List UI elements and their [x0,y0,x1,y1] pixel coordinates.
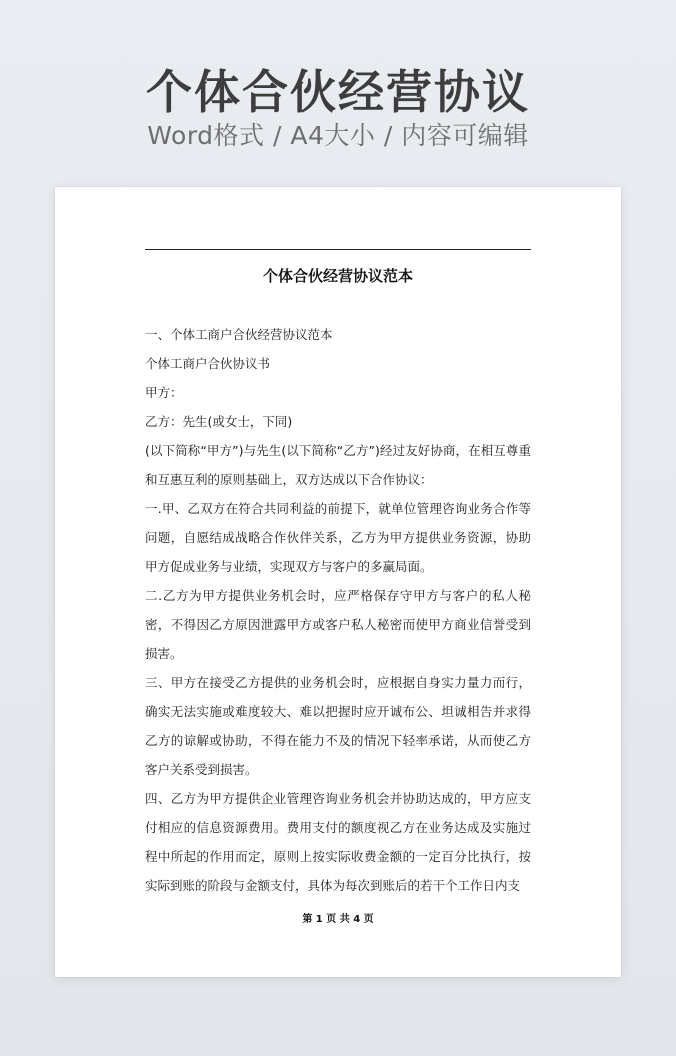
document-title: 个体合伙经营协议范本 [262,267,413,285]
paragraph-party-b: 乙方：先生(或女士，下同) [145,414,293,429]
paragraph-preamble: (以下简称“甲方”)与先生(以下简称“乙方”)经过友好协商，在相互尊重和互惠互利的原则基础上，双方达成以下合作协议： [145,443,531,487]
hero-subtitle: Word格式 / A4大小 / 内容可编辑 [147,121,529,150]
paragraph-clause-4: 四、乙方为甲方提供企业管理咨询业务机会并协助达成的，甲方应支付相应的信息资源费用。费用支付的额度视乙方在业务达成及实施过程中所起的作用而定，原则上按实际收费金额的一定百分比执行，按实际到账的阶段与金额支付，具体为每次到账后的若干个工作日内支 [145,791,531,893]
paragraph-clause-1: 一.甲、乙双方在符合共同利益的前提下，就单位管理咨询业务合作等问题，自愿结成战略合作伙伴关系，乙方为甲方提供业务资源，协助甲方促成业务与业绩，实现双方与客户的多赢局面。 [145,501,531,574]
paragraph-party-a: 甲方： [145,385,183,400]
document-page [55,187,621,977]
hero-title: 个体合伙经营协议 [146,65,530,119]
page-number: 第 1 页 共 4 页 [302,914,374,925]
paragraph-agreement-title: 个体工商户合伙协议书 [145,356,271,371]
document-body [145,320,531,900]
paragraph-clause-2: 二.乙方为甲方提供业务机会时，应严格保存守甲方与客户的私人秘密，不得因乙方原因泄露甲方或客户私人秘密而使甲方商业信誉受到损害。 [145,588,531,661]
header-rule [145,249,531,250]
paragraph-clause-3: 三、甲方在接受乙方提供的业务机会时，应根据自身实力量力而行，确实无法实施或难度较大、难以把握时应开诚布公、坦诚相告并求得乙方的谅解或协助，不得在能力不及的情况下轻率承诺，从而使乙方客户关系受到损害。 [145,675,531,777]
paragraph-section-heading: 一、个体工商户合伙经营协议范本 [145,327,333,342]
